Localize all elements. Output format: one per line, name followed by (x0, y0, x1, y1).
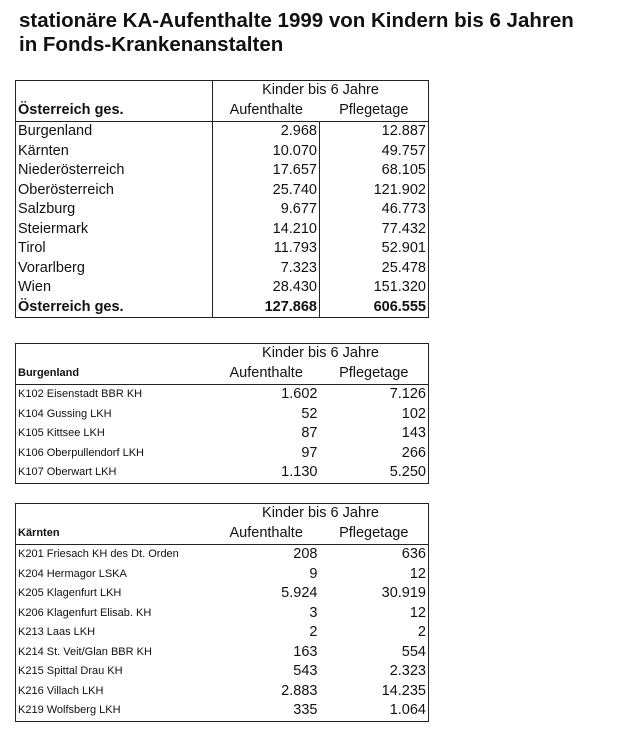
total-aufenthalte: 127.868 (213, 298, 320, 318)
pflegetage-cell: 5.250 (389, 464, 426, 481)
pflegetage-cell: 554 (401, 643, 426, 660)
total-label: Österreich ges. (16, 298, 213, 318)
row-label: K106 Oberpullendorf LKH (18, 446, 144, 459)
pflegetage-cell: 151.320 (373, 279, 426, 296)
group-header-row (16, 344, 429, 364)
table-row (16, 385, 429, 405)
table-row (16, 200, 429, 220)
aufenthalte-cell: 2.883 (281, 682, 318, 699)
pflegetage-cell: 7.126 (389, 386, 426, 403)
row-label: K107 Oberwart LKH (18, 466, 117, 479)
total-row (16, 298, 429, 318)
column-header-pflegetage: Pflegetage (320, 100, 429, 122)
row-label: Salzburg (16, 200, 213, 220)
region-header: Kärnten (16, 523, 213, 545)
column-header-pflegetage: Pflegetage (319, 523, 428, 545)
table-row (16, 643, 429, 663)
row-label: Steiermark (16, 220, 213, 240)
row-label: K219 Wolfsberg LKH (18, 704, 121, 717)
row-label: Wien (16, 278, 213, 298)
row-label: Burgenland (16, 122, 213, 142)
title-line-2: in Fonds-Krankenanstalten (19, 33, 284, 56)
aufenthalte-cell: 25.740 (213, 181, 320, 201)
aufenthalte-cell: 7.323 (213, 259, 320, 279)
aufenthalte-cell: 2 (309, 624, 318, 641)
aufenthalte-cell: 10.070 (213, 142, 320, 162)
table-row (16, 181, 429, 201)
group-header: Kinder bis 6 Jahre (262, 505, 379, 521)
pflegetage-cell: 68.105 (381, 162, 426, 179)
row-label: K201 Friesach KH des Dt. Orden (18, 548, 179, 561)
column-header-aufenthalte: Aufenthalte (213, 363, 320, 385)
table-row (16, 701, 429, 721)
table-row (16, 220, 429, 240)
row-label: Oberösterreich (16, 181, 213, 201)
table-row (16, 584, 429, 604)
table-row (16, 239, 429, 259)
pflegetage-cell: 2.323 (389, 663, 426, 680)
table-row (16, 682, 429, 702)
row-label: K205 Klagenfurt LKH (18, 587, 122, 600)
pflegetage-cell: 121.902 (373, 181, 426, 198)
table-row (16, 565, 429, 585)
column-header-row (16, 100, 429, 122)
table-kaernten (15, 503, 429, 722)
aufenthalte-cell: 3 (309, 604, 318, 621)
group-header-row (16, 504, 429, 524)
aufenthalte-cell: 28.430 (213, 278, 320, 298)
pflegetage-cell: 12.887 (381, 123, 426, 140)
region-header: Burgenland (16, 363, 213, 385)
aufenthalte-cell: 97 (301, 444, 318, 461)
table-burgenland (15, 343, 429, 484)
pflegetage-cell: 25.478 (381, 259, 426, 276)
row-label: K216 Villach LKH (18, 684, 104, 697)
row-label: K105 Kittsee LKH (18, 427, 105, 440)
pflegetage-cell: 77.432 (381, 220, 426, 237)
row-label: Vorarlberg (16, 259, 213, 279)
row-label: K102 Eisenstadt BBR KH (18, 388, 143, 401)
aufenthalte-cell: 163 (293, 643, 318, 660)
pflegetage-cell: 266 (401, 444, 426, 461)
pflegetage-cell: 2 (417, 624, 426, 641)
row-label: K206 Klagenfurt Elisab. KH (18, 606, 152, 619)
column-header-row (16, 363, 429, 385)
pflegetage-cell: 143 (401, 425, 426, 442)
table-row (16, 463, 429, 483)
row-label: K215 Spittal Drau KH (18, 665, 123, 678)
table-row (16, 122, 429, 142)
aufenthalte-cell: 2.968 (213, 122, 320, 142)
title-line-1: stationäre KA-Aufenthalte 1999 von Kindern bis 6 Jahren (19, 9, 574, 32)
column-header-pflegetage: Pflegetage (319, 363, 428, 385)
aufenthalte-cell: 87 (301, 425, 318, 442)
region-header: Österreich ges. (16, 100, 213, 122)
table-row (16, 662, 429, 682)
table-row (16, 604, 429, 624)
pflegetage-cell: 46.773 (381, 201, 426, 218)
table-row (16, 161, 429, 181)
pflegetage-cell: 52.901 (381, 240, 426, 257)
aufenthalte-cell: 17.657 (213, 161, 320, 181)
aufenthalte-cell: 335 (293, 702, 318, 719)
table-row (16, 545, 429, 565)
table-row (16, 623, 429, 643)
table-row (16, 278, 429, 298)
aufenthalte-cell: 208 (293, 546, 318, 563)
pflegetage-cell: 636 (401, 546, 426, 563)
pflegetage-cell: 102 (401, 405, 426, 422)
pflegetage-cell: 12 (409, 604, 426, 621)
column-header-aufenthalte: Aufenthalte (213, 100, 320, 122)
group-header-row (16, 81, 429, 101)
row-label: K204 Hermagor LSKA (18, 567, 127, 580)
row-label: Tirol (16, 239, 213, 259)
total-pflegetage: 606.555 (373, 298, 426, 315)
aufenthalte-cell: 9 (309, 565, 318, 582)
aufenthalte-cell: 11.793 (213, 239, 320, 259)
row-label: K213 Laas LKH (18, 626, 96, 639)
pflegetage-cell: 14.235 (381, 682, 426, 699)
table-row (16, 259, 429, 279)
column-header-row (16, 523, 429, 545)
aufenthalte-cell: 52 (301, 405, 318, 422)
page-title (19, 9, 574, 57)
aufenthalte-cell: 543 (293, 663, 318, 680)
column-header-aufenthalte: Aufenthalte (213, 523, 320, 545)
aufenthalte-cell: 5.924 (281, 585, 318, 602)
row-label: Niederösterreich (16, 161, 213, 181)
row-label: Kärnten (16, 142, 213, 162)
pflegetage-cell: 30.919 (381, 585, 426, 602)
aufenthalte-cell: 9.677 (213, 200, 320, 220)
aufenthalte-cell: 1.130 (281, 464, 318, 481)
pflegetage-cell: 12 (409, 565, 426, 582)
table-row (16, 444, 429, 464)
table-row (16, 405, 429, 425)
pflegetage-cell: 1.064 (389, 702, 426, 719)
aufenthalte-cell: 1.602 (281, 386, 318, 403)
table-row (16, 424, 429, 444)
table-row (16, 142, 429, 162)
row-label: K104 Gussing LKH (18, 407, 112, 420)
group-header: Kinder bis 6 Jahre (262, 345, 379, 361)
pflegetage-cell: 49.757 (381, 142, 426, 159)
table-austria-total (15, 80, 429, 318)
group-header: Kinder bis 6 Jahre (262, 82, 379, 98)
aufenthalte-cell: 14.210 (213, 220, 320, 240)
row-label: K214 St. Veit/Glan BBR KH (18, 645, 152, 658)
